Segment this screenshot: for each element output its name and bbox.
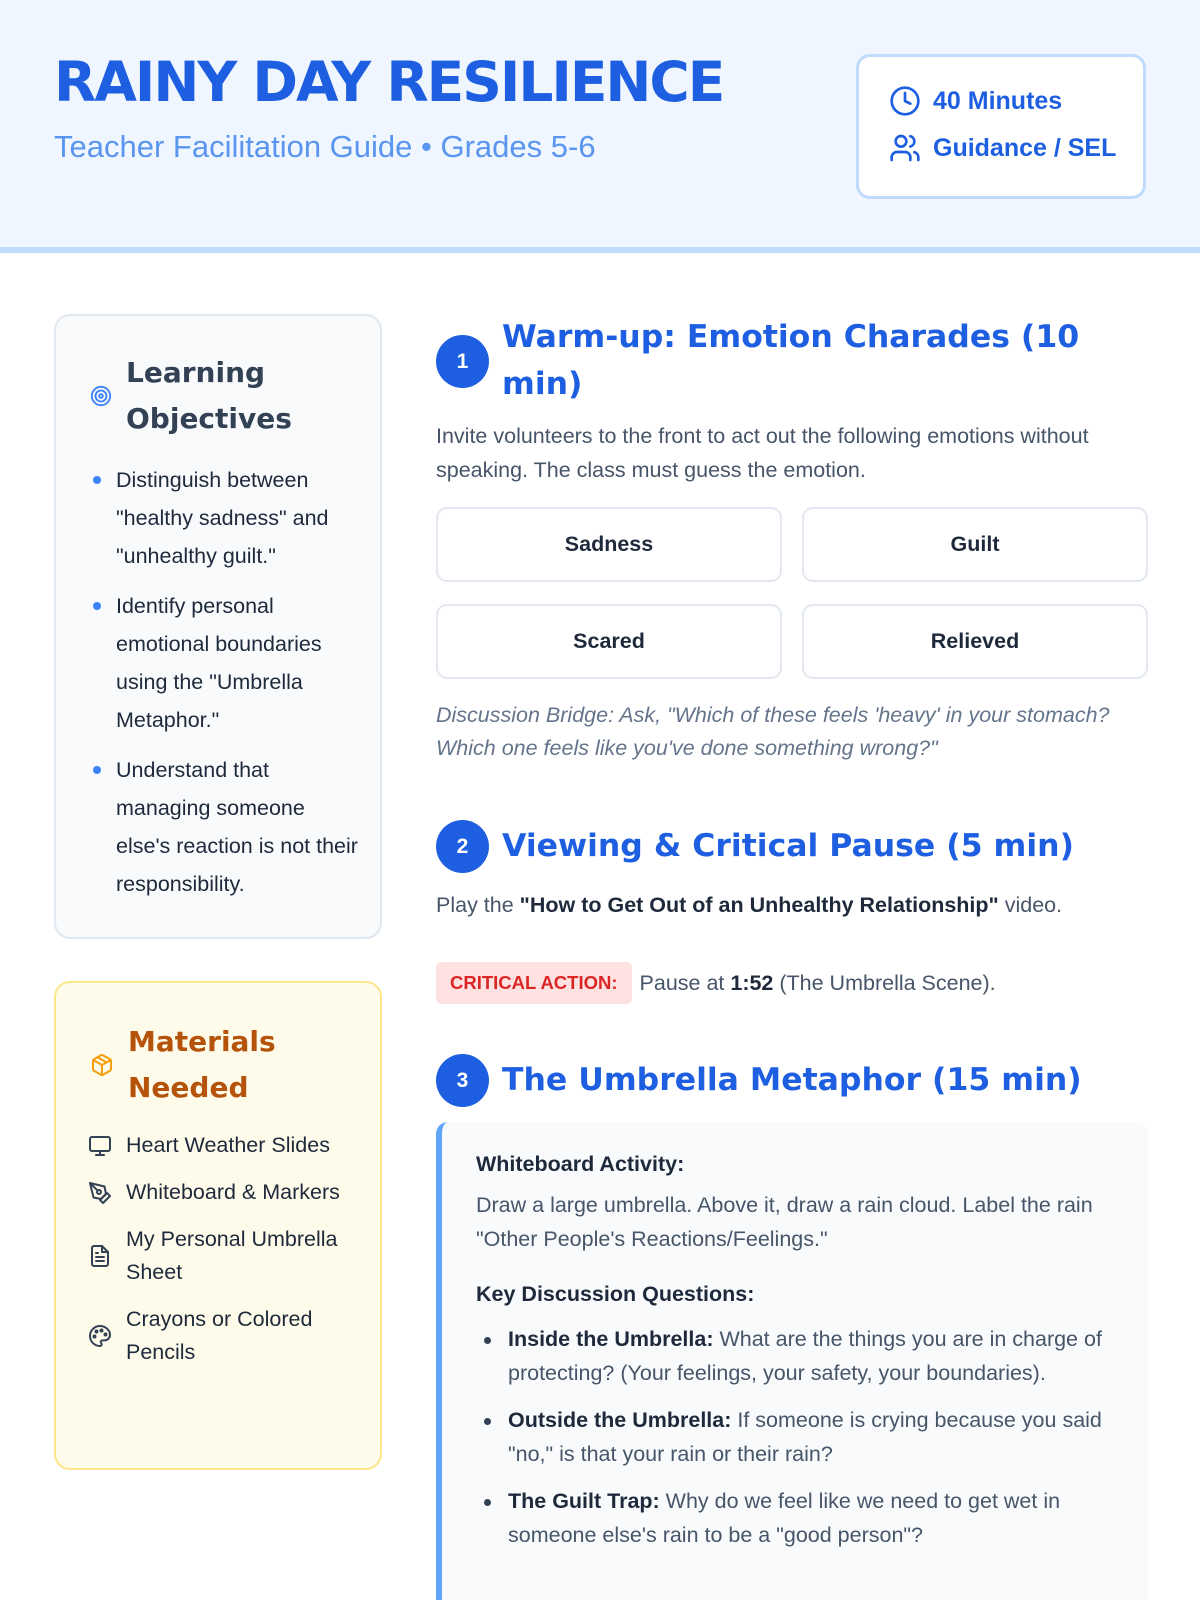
emotion-card: Relieved (802, 604, 1148, 679)
activity-text: Draw a large umbrella. Above it, draw a rain cloud. Label the rain "Other People's Reactions/Feelings." (476, 1193, 1093, 1251)
video-instruction: Play the "How to Get Out of an Unhealthy Relationship" video. (436, 893, 1063, 917)
materials-list (88, 1129, 358, 1383)
duration-text: 40 Minutes (933, 86, 1063, 115)
emotion-card: Scared (436, 604, 782, 679)
activity-heading: Whiteboard Activity: (476, 1152, 685, 1176)
material-item: My Personal Umbrella Sheet (88, 1223, 358, 1289)
section-number-badge: 1 (436, 335, 489, 388)
subject-text: Guidance / SEL (933, 133, 1117, 162)
duration-row (889, 85, 1062, 117)
section-number-badge: 3 (436, 1054, 489, 1107)
clock-icon (889, 85, 921, 117)
objectives-list (90, 461, 360, 915)
lesson-meta-card (856, 54, 1146, 199)
critical-action-row (436, 962, 996, 1004)
package-icon (90, 1053, 114, 1077)
monitor-icon (88, 1134, 112, 1158)
pen-tool-icon (88, 1181, 112, 1205)
question-item: Inside the Umbrella: What are the things you are in charge of protecting? (Your feelings, your safety, your boundaries). (476, 1322, 1116, 1390)
emotion-card: Sadness (436, 507, 782, 582)
material-item: Heart Weather Slides (88, 1129, 358, 1162)
pause-time: 1:52 (730, 970, 774, 995)
section-body: Invite volunteers to the front to act out the following emotions without speaking. The class must guess the emotion. (436, 424, 1089, 482)
page-subtitle: Teacher Facilitation Guide • Grades 5-6 (54, 129, 596, 164)
discussion-questions-list (476, 1322, 1116, 1565)
page-header (0, 0, 1200, 253)
section-title: Warm-up: Emotion Charades (10 min) (502, 319, 1080, 402)
subject-row (889, 132, 1116, 164)
section-title: Viewing & Critical Pause (5 min) (502, 828, 1074, 864)
emotion-card: Guilt (802, 507, 1148, 582)
users-icon (889, 132, 921, 164)
video-title: "How to Get Out of an Unhealthy Relationship" (519, 893, 999, 917)
materials-heading: Materials Needed (128, 1025, 276, 1104)
material-item: Crayons or Colored Pencils (88, 1303, 358, 1369)
questions-heading: Key Discussion Questions: (476, 1282, 755, 1306)
objective-item: Distinguish between "healthy sadness" and "unhealthy guilt." (90, 461, 360, 575)
question-item: The Guilt Trap: Why do we feel like we need to get wet in someone else's rain to be a "good person"? (476, 1484, 1116, 1552)
pause-instruction: Pause at 1:52 (The Umbrella Scene). (639, 970, 996, 995)
discussion-bridge: Discussion Bridge: Ask, "Which of these feels 'heavy' in your stomach? Which one feels like you've done something wrong?" (436, 703, 1110, 760)
material-item: Whiteboard & Markers (88, 1176, 358, 1209)
whiteboard-activity-box (436, 1122, 1148, 1600)
question-item: Outside the Umbrella: If someone is crying because you said "no," is that your rain or their rain? (476, 1403, 1116, 1471)
learning-objectives-card (54, 314, 382, 939)
objectives-heading: Learning Objectives (126, 356, 292, 435)
section-number-badge: 2 (436, 820, 489, 873)
target-icon (90, 385, 112, 407)
page-title: RAINY DAY RESILIENCE (54, 50, 724, 114)
objective-item: Understand that managing someone else's reaction is not their responsibility. (90, 751, 360, 903)
objectives-header (90, 350, 316, 442)
critical-action-badge: CRITICAL ACTION: (436, 962, 632, 1004)
document-icon (88, 1244, 112, 1268)
materials-header (90, 1019, 328, 1111)
palette-icon (88, 1324, 112, 1348)
objective-item: Identify personal emotional boundaries using the "Umbrella Metaphor." (90, 587, 360, 739)
section-title: The Umbrella Metaphor (15 min) (502, 1062, 1082, 1098)
materials-card (54, 981, 382, 1470)
